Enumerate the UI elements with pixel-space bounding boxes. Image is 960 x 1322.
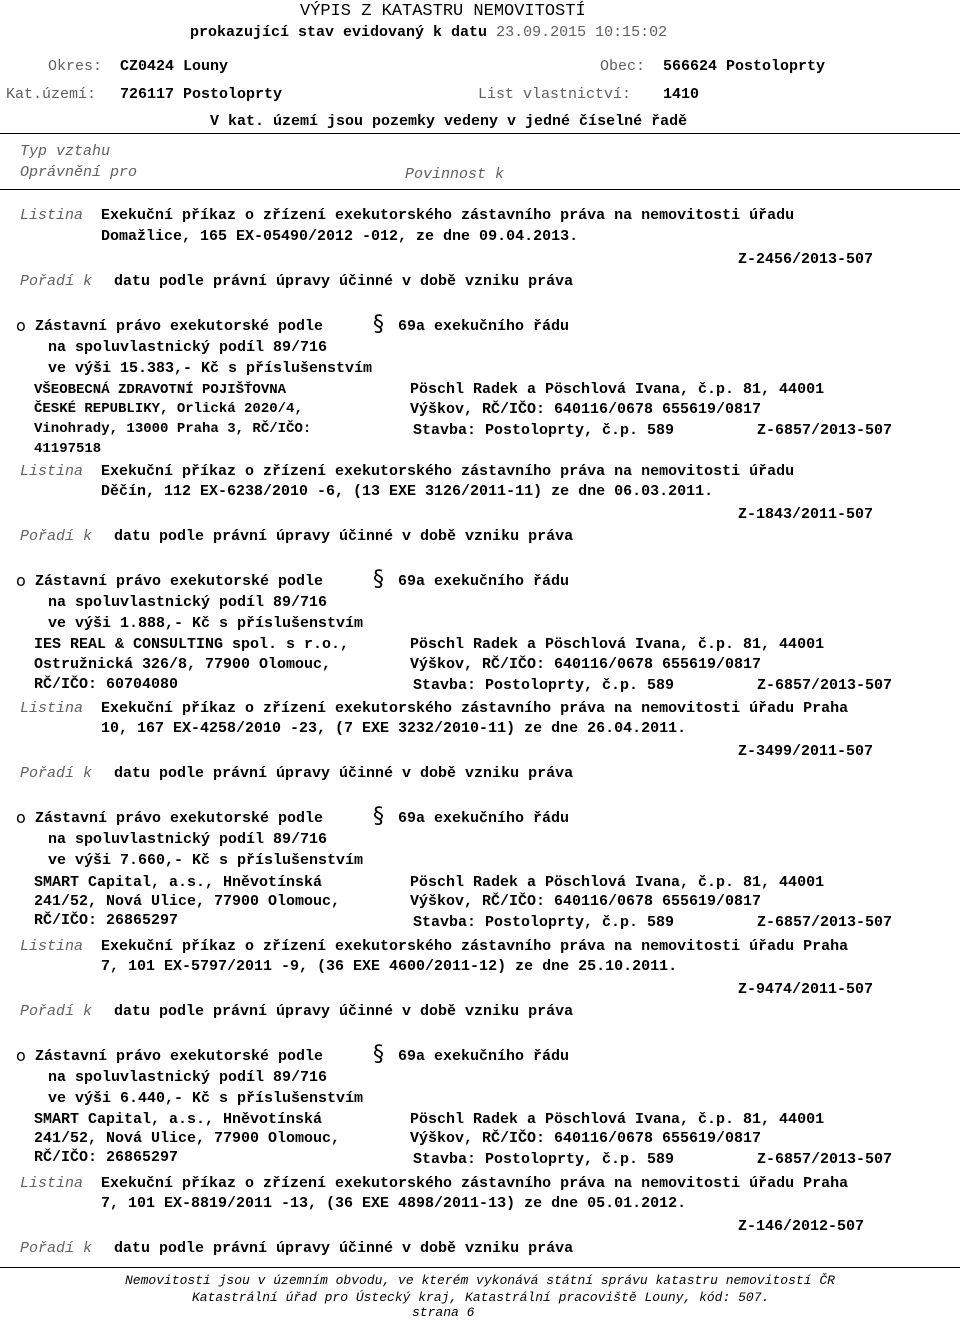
creditor-line: SMART Capital, a.s., Hněvotínská bbox=[34, 1111, 323, 1128]
footer-line2: Katastrální úřad pro Ústecký kraj, Katastrální pracoviště Louny, kód: 507. bbox=[192, 1290, 770, 1305]
debtor-line1: Pöschl Radek a Pöschlová Ivana, č.p. 81, 44001 bbox=[410, 636, 825, 653]
creditor-line: SMART Capital, a.s., Hněvotínská bbox=[34, 874, 323, 891]
stavba-ref: Z-6857/2013-507 bbox=[757, 1151, 893, 1168]
listina-label: Listina bbox=[20, 700, 84, 717]
paragraph-icon: § bbox=[373, 567, 384, 592]
pravo-suffix: 69a exekučního řádu bbox=[398, 573, 570, 590]
poradi-label: Pořadí k bbox=[20, 1240, 93, 1257]
listina-line1: Exekuční příkaz o zřízení exekutorského zástavního práva na nemovitosti úřadu bbox=[101, 207, 795, 224]
poradi-text: datu podle právní úpravy účinné v době vzniku práva bbox=[114, 1003, 574, 1020]
stavba: Stavba: Postoloprty, č.p. 589 bbox=[413, 1151, 675, 1168]
creditor-line: VŠEOBECNÁ ZDRAVOTNÍ POJIŠŤOVNA bbox=[34, 382, 287, 398]
stavba: Stavba: Postoloprty, č.p. 589 bbox=[413, 422, 675, 439]
subtitle-prefix: prokazující stav evidovaný k datu bbox=[190, 24, 488, 41]
list-value: 1410 bbox=[663, 86, 700, 103]
debtor-line1: Pöschl Radek a Pöschlová Ivana, č.p. 81, 44001 bbox=[410, 1111, 825, 1128]
stavba: Stavba: Postoloprty, č.p. 589 bbox=[413, 914, 675, 931]
page-number: strana 6 bbox=[412, 1305, 475, 1320]
footer-divider bbox=[0, 1267, 960, 1268]
entry-bullet: o bbox=[16, 1046, 26, 1065]
entry-bullet: o bbox=[16, 316, 26, 335]
debtor-line2: Výškov, RČ/IČO: 640116/0678 655619/0817 bbox=[410, 401, 762, 418]
katuzemi-value: 726117 Postoloprty bbox=[120, 86, 283, 103]
pravo-prefix: Zástavní právo exekutorské podle bbox=[35, 573, 324, 590]
list-label: List vlastnictví: bbox=[478, 86, 632, 103]
listina-label: Listina bbox=[20, 1175, 84, 1192]
podil: na spoluvlastnický podíl 89/716 bbox=[48, 339, 328, 356]
creditor-line: 41197518 bbox=[34, 441, 102, 457]
creditor-line: Ostružnická 326/8, 77900 Olomouc, bbox=[34, 656, 332, 673]
okres-label: Okres: bbox=[48, 58, 103, 75]
listina-line1: Exekuční příkaz o zřízení exekutorského zástavního práva na nemovitosti úřadu bbox=[101, 463, 795, 480]
debtor-line1: Pöschl Radek a Pöschlová Ivana, č.p. 81, 44001 bbox=[410, 381, 825, 398]
debtor-line1: Pöschl Radek a Pöschlová Ivana, č.p. 81, 44001 bbox=[410, 874, 825, 891]
stavba-ref: Z-6857/2013-507 bbox=[757, 422, 893, 439]
creditor-line: ČESKÉ REPUBLIKY, Orlická 2020/4, bbox=[34, 401, 303, 417]
podil: na spoluvlastnický podíl 89/716 bbox=[48, 1069, 328, 1086]
listina-ref: Z-3499/2011-507 bbox=[738, 743, 874, 760]
pravo-suffix: 69a exekučního řádu bbox=[398, 810, 570, 827]
pravo-prefix: Zástavní právo exekutorské podle bbox=[35, 810, 324, 827]
paragraph-icon: § bbox=[373, 1042, 384, 1067]
poradi-label: Pořadí k bbox=[20, 1003, 93, 1020]
footer-line1: Nemovitosti jsou v územním obvodu, ve kterém vykonává státní správu katastru nemovitostí ČR bbox=[125, 1273, 835, 1288]
col-typ-vztahu: Typ vztahu bbox=[20, 143, 111, 160]
pravo-prefix: Zástavní právo exekutorské podle bbox=[35, 318, 324, 335]
creditor-line: RČ/IČO: 60704080 bbox=[34, 676, 179, 693]
poradi-label: Pořadí k bbox=[20, 765, 93, 782]
obec-label: Obec: bbox=[600, 58, 646, 75]
creditor-line: IES REAL & CONSULTING spol. s r.o., bbox=[34, 636, 350, 653]
stavba-ref: Z-6857/2013-507 bbox=[757, 677, 893, 694]
vyse: ve výši 1.888,- Kč s příslušenstvím bbox=[48, 615, 364, 632]
creditor-line: RČ/IČO: 26865297 bbox=[34, 1149, 179, 1166]
listina-label: Listina bbox=[20, 207, 84, 224]
debtor-line2: Výškov, RČ/IČO: 640116/0678 655619/0817 bbox=[410, 1130, 762, 1147]
poradi-text: datu podle právní úpravy účinné v době vzniku práva bbox=[114, 273, 574, 290]
listina-line2: Děčín, 112 EX-6238/2010 -6, (13 EXE 3126/2011-11) ze dne 06.03.2011. bbox=[101, 483, 714, 500]
vyse: ve výši 15.383,- Kč s příslušenstvím bbox=[48, 360, 373, 377]
listina-line1: Exekuční příkaz o zřízení exekutorského zástavního práva na nemovitosti úřadu Praha bbox=[101, 1175, 849, 1192]
obec-value: 566624 Postoloprty bbox=[663, 58, 826, 75]
paragraph-icon: § bbox=[373, 804, 384, 829]
stavba-ref: Z-6857/2013-507 bbox=[757, 914, 893, 931]
podil: na spoluvlastnický podíl 89/716 bbox=[48, 831, 328, 848]
creditor-line: Vinohrady, 13000 Praha 3, RČ/IČO: bbox=[34, 421, 312, 437]
listina-line1: Exekuční příkaz o zřízení exekutorského zástavního práva na nemovitosti úřadu Praha bbox=[101, 938, 849, 955]
listina-label: Listina bbox=[20, 463, 84, 480]
poradi-label: Pořadí k bbox=[20, 528, 93, 545]
entry-bullet: o bbox=[16, 571, 26, 590]
creditor-line: 241/52, Nová Ulice, 77900 Olomouc, bbox=[34, 1130, 341, 1147]
listina-line2: Domažlice, 165 EX-05490/2012 -012, ze dne 09.04.2013. bbox=[101, 228, 579, 245]
listina-ref: Z-9474/2011-507 bbox=[738, 981, 874, 998]
debtor-line2: Výškov, RČ/IČO: 640116/0678 655619/0817 bbox=[410, 656, 762, 673]
column-divider bbox=[0, 189, 960, 190]
poradi-text: datu podle právní úpravy účinné v době vzniku práva bbox=[114, 765, 574, 782]
listina-ref: Z-146/2012-507 bbox=[738, 1218, 865, 1235]
katuzemi-label: Kat.území: bbox=[6, 86, 97, 103]
vyse: ve výši 7.660,- Kč s příslušenstvím bbox=[48, 852, 364, 869]
pravo-suffix: 69a exekučního řádu bbox=[398, 318, 570, 335]
poradi-text: datu podle právní úpravy účinné v době vzniku práva bbox=[114, 528, 574, 545]
subtitle bbox=[190, 24, 667, 42]
subtitle-date: 23.09.2015 10:15:02 bbox=[496, 24, 668, 41]
listina-ref: Z-1843/2011-507 bbox=[738, 506, 874, 523]
listina-line1: Exekuční příkaz o zřízení exekutorského zástavního práva na nemovitosti úřadu Praha bbox=[101, 700, 849, 717]
stavba: Stavba: Postoloprty, č.p. 589 bbox=[413, 677, 675, 694]
paragraph-icon: § bbox=[373, 312, 384, 337]
listina-label: Listina bbox=[20, 938, 84, 955]
poradi-text: datu podle právní úpravy účinné v době vzniku práva bbox=[114, 1240, 574, 1257]
entry-bullet: o bbox=[16, 808, 26, 827]
pravo-suffix: 69a exekučního řádu bbox=[398, 1048, 570, 1065]
col-povinnost-k: Povinnost k bbox=[405, 166, 505, 183]
vyse: ve výši 6.440,- Kč s příslušenstvím bbox=[48, 1090, 364, 1107]
creditor-line: RČ/IČO: 26865297 bbox=[34, 912, 179, 929]
header-divider bbox=[0, 133, 960, 134]
pravo-prefix: Zástavní právo exekutorské podle bbox=[35, 1048, 324, 1065]
col-opravneni-pro: Oprávnění pro bbox=[20, 164, 138, 181]
okres-value: CZ0424 Louny bbox=[120, 58, 229, 75]
podil: na spoluvlastnický podíl 89/716 bbox=[48, 594, 328, 611]
listina-line2: 10, 167 EX-4258/2010 -23, (7 EXE 3232/2010-11) ze dne 26.04.2011. bbox=[101, 720, 687, 737]
numbering-note: V kat. území jsou pozemky vedeny v jedné číselné řadě bbox=[210, 113, 688, 130]
page-title: VÝPIS Z KATASTRU NEMOVITOSTÍ bbox=[300, 2, 586, 21]
creditor-line: 241/52, Nová Ulice, 77900 Olomouc, bbox=[34, 893, 341, 910]
poradi-label: Pořadí k bbox=[20, 273, 93, 290]
listina-ref: Z-2456/2013-507 bbox=[738, 251, 874, 268]
debtor-line2: Výškov, RČ/IČO: 640116/0678 655619/0817 bbox=[410, 893, 762, 910]
listina-line2: 7, 101 EX-5797/2011 -9, (36 EXE 4600/2011-12) ze dne 25.10.2011. bbox=[101, 958, 678, 975]
listina-line2: 7, 101 EX-8819/2011 -13, (36 EXE 4898/2011-13) ze dne 05.01.2012. bbox=[101, 1195, 687, 1212]
